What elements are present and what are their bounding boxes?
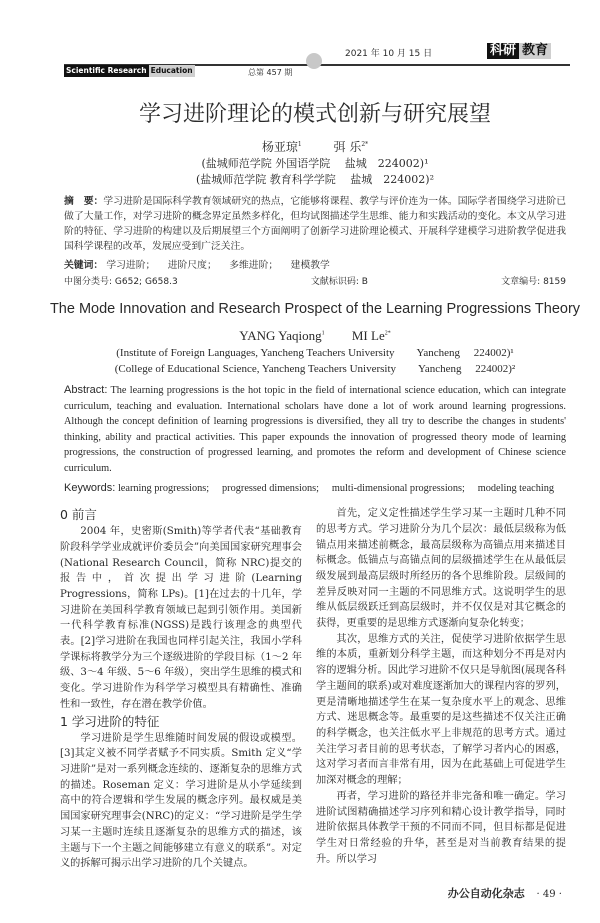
- abstract-zh: [64, 194, 566, 254]
- keyword: 学习进阶；: [106, 260, 156, 271]
- author-2-sup: 2*: [361, 141, 369, 148]
- affiliation-en-2: (College of Educational Science, Yancheng Teachers University Yancheng 224002)²: [114, 363, 516, 375]
- author-2: 弭 乐: [333, 140, 362, 154]
- page-number: · 49 ·: [536, 888, 562, 900]
- paragraph: 再者，学习进阶的路径并非完备和唯一确定。学习进阶试图精确描述学习序列和精心设计教学指导，同时进阶依据具体教学干预的不同而不同，但目标都是促进学生对日常经验的升华，甚至是对当前教育结果的提升。所以学习: [316, 790, 566, 865]
- affiliation-en-1: (Institute of Foreign Languages, Yancheng Teachers University Yancheng 224002)¹: [116, 347, 514, 359]
- author-1-sup: 1: [297, 141, 302, 148]
- paragraph: 2004 年，史密斯(Smith)等学者代表“基础教育阶段科学学业成就评价委员会”向美国国家研究理事会(National Research Council，简称 NRC)提交的报告中，首次提出学习进阶(Learning Progressions，简称 LPs)。[1]在过去的十几年，学习进阶在美国科学教育领域已起到引领作用。美国新一代科学教育标准(NGSS)是践行该理念的典型代表。[2]学习进阶在我国也同样引起关注，我国小学科学课标将教学分为三个逐级进阶的学段目标（1～2 年级、3～4 年级、5～6 年级），突出学生思维的模式和变化。学习进阶作为科学学习模型具有精确性、准确性和一致性，存在潜在教学价值。: [60, 526, 302, 710]
- abstract-en-text: The learning progressions is the hot topic in the field of international science education, which can integrate curriculum, teaching and evaluation. International scholars have done a lot of work around learning progressions. Although the concept definition of learning progressions is diversified, they all try to describe the changes in students' thinking, ability and practical activities. This paper expounds the innovation of progressed theory mode of learning progressions, the construction of progressed learning, and promotes the reform and development of Chinese science curriculum.: [64, 385, 567, 474]
- document-code: 文献标识码: B: [310, 277, 368, 287]
- keywords-en-text: learning progressions; progressed dimensions; multi-dimensional progressions; modeling teaching: [117, 482, 555, 494]
- affiliation-zh-2: (盐城师范学院 教育科学学院 盐城 224002)²: [196, 173, 434, 186]
- paper-title: 学习进阶理论的模式创新与研究展望: [138, 102, 491, 127]
- abstract-zh-text: 学习进阶是国际科学教育领域研究的热点，它能够将课程、教学与评价连为一体。国际学者围绕学习进阶已做了大量工作，对学习进阶的概念界定虽然多样化，但均试图描述学生思维、能力和实践活动的变化。本文从学习进阶的特征、学习进阶的构建以及后期展望三个方面阐明了创新学习进阶理论模式、开展科学建模学习进阶教学促进我国科学课程的改革，发展应受到广泛关注。: [64, 196, 567, 252]
- header-circle-ornament: [306, 53, 322, 69]
- logo-part2: 教育: [519, 43, 551, 59]
- author-2-en-sup: 2*: [384, 330, 391, 337]
- issue-date: 2021 年 10 月 15 日: [345, 49, 433, 59]
- keywords-zh: [64, 258, 566, 273]
- paper-title-en: The Mode Innovation and Research Prospect of the Learning Progressions Theory: [49, 301, 581, 317]
- clc-number: 中图分类号: G652; G658.3: [64, 277, 178, 287]
- keyword: 进阶尺度；: [167, 260, 217, 271]
- journal-logo: [487, 43, 551, 59]
- abstract-en: [64, 383, 566, 477]
- bar-part2: Education: [150, 66, 193, 75]
- left-column: [60, 506, 302, 872]
- paragraph: 学习进阶是学生思维随时间发展的假设或模型。[3]其定义被不同学者赋予不同实质。Smith 定义“学习进阶”是对一系列概念连续的、逐渐复杂的思维方式的描述。Roseman 定义：学习进阶是从小学延续到高中的符合逻辑和学生发展的概念序列。最权威是美国国家研究理事会(NRC)的定义：“学习进阶是学生学习某一主题时连续且逐渐复杂的思维方式的描述，该主题与下一个主题之间能够建立有意义的联系”。对定义的拆解可揭示出学习进阶的几个关键点。: [60, 732, 302, 870]
- author-1: 杨亚琼: [261, 140, 298, 154]
- keyword: 多维进阶；: [229, 260, 279, 271]
- section-1-heading: 1 学习进阶的特征: [60, 713, 160, 729]
- bar-part1: Scientific Research: [66, 66, 147, 75]
- abstract-zh-label: 摘 要：: [64, 196, 104, 207]
- paragraph: 首先，定义定性描述学生学习某一主题时几种不同的思考方式。学习进阶分为几个层次：最低层级称为低锚点用来描述前概念，最高层级称为高锚点用来描述目标概念。低锚点与高锚点间的层级描述学生在从最低层级发展到最高层级时所经历的各个思维阶段。层级间的差异反映对同一主题的不同思维方式。这说明学生的思维从低层级跃迁到高层级时，并不仅仅是对其它概念的获得，更重要的是思维方式逐渐向复杂化转变；: [316, 508, 566, 630]
- keywords-zh-label: 关键词：: [64, 260, 104, 271]
- author-1-en-sup: 1: [321, 330, 325, 337]
- section-0-heading: 0 前言: [60, 507, 97, 523]
- journal-name-bar: [64, 65, 195, 77]
- keywords-en: [64, 481, 566, 497]
- keyword: 建模教学: [290, 260, 330, 271]
- classification-row: [64, 275, 566, 289]
- issue-number: 总第 457 期: [248, 68, 293, 77]
- author-2-en: MI Le: [351, 328, 385, 343]
- body-columns: [60, 506, 566, 872]
- authors-zh: [24, 138, 600, 156]
- authors-en: [24, 327, 600, 345]
- logo-part1: 科研: [487, 43, 519, 59]
- author-1-en: YANG Yaqiong: [239, 328, 322, 343]
- article-number: 文章编号: 8159: [501, 277, 566, 287]
- page-footer: [64, 886, 566, 903]
- footer-journal-name: 办公自动化杂志: [447, 886, 525, 900]
- keywords-en-label: Keywords:: [64, 481, 116, 494]
- right-column: [316, 506, 566, 872]
- paragraph: 其次，思维方式的关注，促使学习进阶依据学生思维的本质，重新划分科学主题，而这种划分不再是对内容的逻辑分析。因此学习进阶不仅只是导航图(展现各科学主题间的联系)或对难度逐渐加大的课程内容的罗列，更是清晰地描述学生在某一复杂度水平上的观念、思维方式、迷思概念等。最重要的是这些描述不仅关注正确的科学概念，也关注低水平上非规范的思考方式。通过关注学习者目前的思考状态，了解学习者内心的困惑，这对学习者而言非常有用，因为在此基础上可促进学生加深对概念的理解；: [316, 633, 566, 787]
- abstract-en-label: Abstract:: [64, 384, 108, 396]
- affiliation-zh-1: (盐城师范学院 外国语学院 盐城 224002)¹: [201, 157, 429, 170]
